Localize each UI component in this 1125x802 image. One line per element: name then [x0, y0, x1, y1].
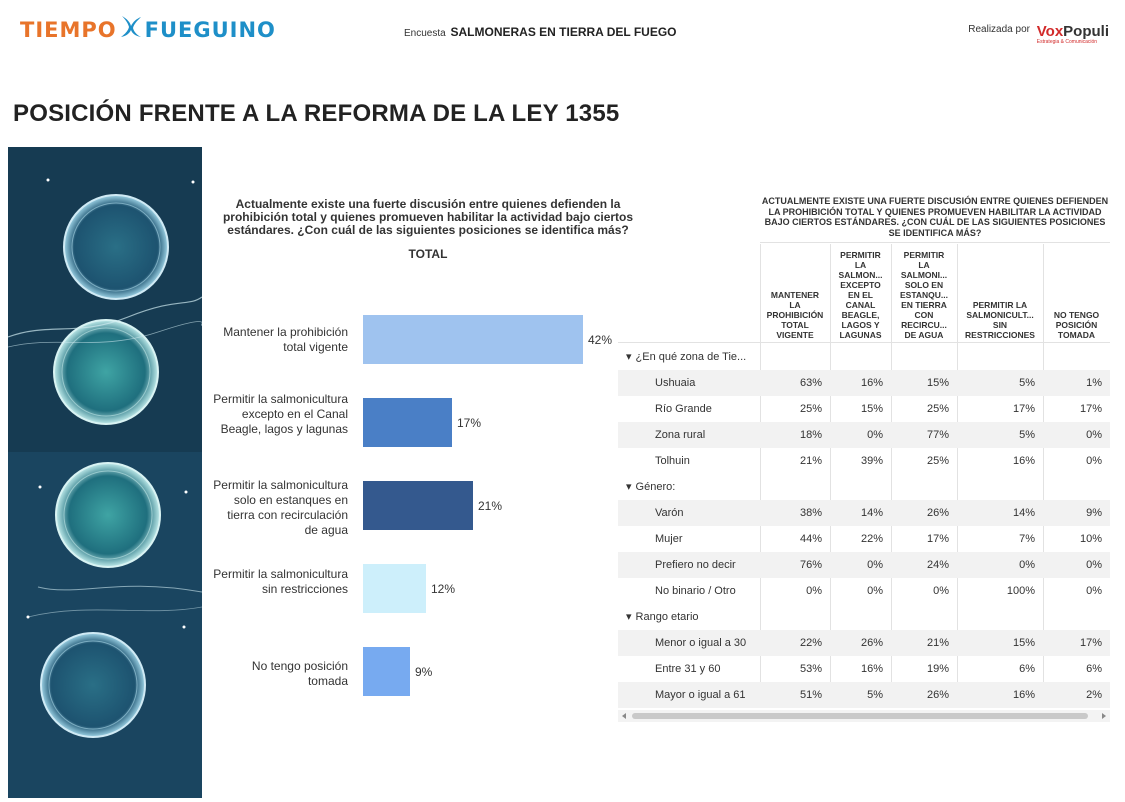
- bar-value-label: 17%: [457, 416, 482, 430]
- byline: [968, 24, 1109, 45]
- bar[interactable]: [363, 481, 473, 530]
- column-header-line: LA: [854, 260, 867, 270]
- header: [0, 0, 1125, 70]
- column-header-line: LA: [789, 300, 801, 310]
- table-cell[interactable]: 100%: [1006, 585, 1035, 597]
- column-header-line: EXCEPTO: [840, 280, 881, 290]
- column-header-line: BEAGLE,: [841, 310, 880, 320]
- table-cell[interactable]: 16%: [1012, 455, 1035, 467]
- bar-category-label: No tengo posición tomada: [251, 659, 348, 688]
- bar-category-label: Permitir la salmonicultura excepto en el Canal Beagle, lagos y lagunas: [213, 392, 348, 436]
- column-header-line: PERMITIR LA: [972, 300, 1028, 310]
- table-row-label[interactable]: Mujer: [655, 533, 683, 545]
- table-cell[interactable]: 26%: [926, 689, 949, 701]
- column-header-line: CON: [914, 310, 934, 320]
- table-cell[interactable]: 44%: [799, 533, 822, 545]
- table-row-label[interactable]: Río Grande: [655, 403, 712, 415]
- bird-icon: [119, 13, 143, 44]
- table-cell[interactable]: 25%: [926, 403, 949, 415]
- group-header[interactable]: [626, 474, 675, 500]
- table-row-label[interactable]: Prefiero no decir: [655, 559, 736, 571]
- caret-down-icon[interactable]: ▾: [626, 351, 632, 363]
- column-header-line: PERMITIR: [903, 250, 945, 260]
- bar-value-label: 42%: [588, 333, 613, 347]
- table-cell[interactable]: 0%: [867, 429, 883, 441]
- logo-word-fueguino: FUEGUINO: [144, 18, 276, 42]
- table-cell[interactable]: 0%: [867, 585, 883, 597]
- table-cell[interactable]: 2%: [1086, 689, 1102, 701]
- table-cell[interactable]: 15%: [1012, 637, 1035, 649]
- table-cell[interactable]: 16%: [860, 377, 883, 389]
- bar-category-label: Permitir la salmonicultura solo en estanques en tierra con recirculación de agua: [213, 478, 348, 537]
- table-cell[interactable]: 15%: [926, 377, 949, 389]
- made-by-label: Realizada por: [968, 24, 1030, 35]
- column-header-line: RECIRCU...: [901, 320, 947, 330]
- column-header-line: CANAL: [845, 300, 876, 310]
- bar[interactable]: [363, 398, 452, 447]
- table-cell[interactable]: 24%: [926, 559, 949, 571]
- column-header-line: SOLO EN: [904, 280, 944, 290]
- table-cell[interactable]: 77%: [926, 429, 949, 441]
- table-cell[interactable]: 16%: [1012, 689, 1035, 701]
- table-cell[interactable]: 26%: [860, 637, 883, 649]
- table-cell[interactable]: 51%: [799, 689, 822, 701]
- table-row-label[interactable]: Varón: [655, 507, 684, 519]
- column-header-line: SALMONICULT...: [966, 310, 1034, 320]
- column-header-line: LA: [918, 260, 930, 270]
- survey-name: SALMONERAS EN TIERRA DEL FUEGO: [450, 25, 677, 39]
- column-header-line: RESTRICCIONES: [965, 330, 1035, 340]
- column-header[interactable]: [760, 244, 830, 340]
- caret-down-icon[interactable]: ▾: [626, 481, 632, 493]
- chart-subtitle: TOTAL: [408, 247, 448, 261]
- logo-word-tiempo: TIEMPO: [20, 18, 117, 42]
- column-header-line: SALMONI...: [900, 270, 948, 280]
- bar[interactable]: [363, 564, 426, 613]
- table-cell[interactable]: 17%: [1079, 637, 1102, 649]
- table-cell[interactable]: 22%: [799, 637, 822, 649]
- tiempo-fueguino-logo: [20, 18, 276, 44]
- grid-line: [760, 242, 1110, 243]
- column-header-line: SIN: [992, 320, 1008, 330]
- column-header-line: POSICIÓN: [1055, 320, 1098, 330]
- column-header[interactable]: [891, 244, 957, 340]
- group-label: ¿En qué zona de Tie...: [635, 351, 747, 363]
- table-cell[interactable]: 6%: [1086, 663, 1102, 675]
- column-header-line: EN TIERRA: [901, 300, 947, 310]
- column-header-line: SALMON...: [838, 270, 883, 280]
- column-header[interactable]: [957, 244, 1043, 340]
- column-header-line: NO TENGO: [1053, 310, 1100, 320]
- table-cell[interactable]: 5%: [1019, 429, 1035, 441]
- table-cell[interactable]: 14%: [1012, 507, 1035, 519]
- column-header-line: PERMITIR: [840, 250, 881, 260]
- voxpopuli-logo: [1037, 24, 1109, 45]
- bar[interactable]: [363, 315, 583, 364]
- bar-category-label: Mantener la prohibición total vigente: [223, 325, 348, 354]
- table-cell[interactable]: 0%: [1086, 429, 1102, 441]
- table-cell[interactable]: 0%: [806, 585, 822, 597]
- table-cell[interactable]: 53%: [799, 663, 822, 675]
- chart-title: Actualmente existe una fuerte discusión entre quienes defienden la prohibición total y quienes promueven habilitar la actividad bajo ciertos estándares. ¿Con cuál de las siguientes posiciones se identifica más?: [222, 197, 634, 237]
- scrollbar-thumb[interactable]: [632, 713, 1088, 719]
- column-header-line: PROHIBICIÓN: [766, 310, 824, 320]
- page-title: POSICIÓN FRENTE A LA REFORMA DE LA LEY 1355: [13, 100, 620, 127]
- column-header-line: ESTANQU...: [899, 290, 948, 300]
- table-row-label[interactable]: Tolhuin: [655, 455, 690, 467]
- table-cell[interactable]: 17%: [1012, 403, 1035, 415]
- table-cell[interactable]: 25%: [926, 455, 949, 467]
- table-row-label[interactable]: Ushuaia: [655, 377, 696, 389]
- table-cell[interactable]: 38%: [799, 507, 822, 519]
- table-cell[interactable]: 14%: [860, 507, 883, 519]
- table-cell[interactable]: 26%: [926, 507, 949, 519]
- table-cell[interactable]: 15%: [860, 403, 883, 415]
- grid-line: [618, 342, 1110, 343]
- column-header-line: DE AGUA: [904, 330, 944, 340]
- column-header-line: LAGOS Y: [841, 320, 880, 330]
- column-header[interactable]: [830, 244, 891, 340]
- table-cell[interactable]: 0%: [1086, 559, 1102, 571]
- group-header[interactable]: [626, 344, 746, 370]
- table-cell[interactable]: 17%: [1079, 403, 1102, 415]
- bar[interactable]: [363, 647, 410, 696]
- bar-value-label: 12%: [431, 582, 456, 596]
- table-cell[interactable]: 0%: [867, 559, 883, 571]
- brand-vox: Vox: [1036, 23, 1064, 40]
- bar-value-label: 21%: [478, 499, 503, 513]
- table-cell[interactable]: 76%: [799, 559, 822, 571]
- table-cell[interactable]: 21%: [926, 637, 949, 649]
- column-header-line: TOTAL: [781, 320, 809, 330]
- table-cell[interactable]: 39%: [860, 455, 883, 467]
- table-row-label[interactable]: Zona rural: [655, 429, 706, 441]
- table-cell[interactable]: 0%: [1019, 559, 1035, 571]
- table-row-label[interactable]: Mayor o igual a 61: [655, 689, 746, 701]
- table-title: ACTUALMENTE EXISTE UNA FUERTE DISCUSIÓN ENTRE QUIENES DEFIENDEN LA PROHIBICIÓN TOTAL Y QUIENES PROMUEVEN HABILITAR LA ACTIVIDAD BAJO CIERTOS ESTÁNDARES. ¿CON CUÁL DE LAS SIGUIENTES POSICIONES SE IDENTIFICA MÁS?: [761, 196, 1109, 238]
- group-label: Género:: [635, 481, 676, 493]
- table-cell[interactable]: 16%: [860, 663, 883, 675]
- survey-label: [404, 25, 677, 39]
- table-cell[interactable]: 0%: [933, 585, 949, 597]
- table-row-label[interactable]: Menor o igual a 30: [655, 637, 747, 649]
- table-row-label[interactable]: Entre 31 y 60: [655, 663, 721, 675]
- table-cell[interactable]: 6%: [1019, 663, 1035, 675]
- group-label: Rango etario: [635, 611, 699, 623]
- column-header-line: MANTENER: [770, 290, 820, 300]
- group-header[interactable]: [626, 604, 699, 630]
- column-header-line: LAGUNAS: [839, 330, 882, 340]
- horizontal-scrollbar[interactable]: [618, 709, 1110, 721]
- caret-down-icon[interactable]: ▾: [626, 611, 632, 623]
- table-cell[interactable]: 21%: [799, 455, 822, 467]
- table-cell[interactable]: 25%: [799, 403, 822, 415]
- table-cell[interactable]: 1%: [1086, 377, 1102, 389]
- table-cell[interactable]: 17%: [926, 533, 949, 545]
- table-cell[interactable]: 19%: [926, 663, 949, 675]
- table-cell[interactable]: 7%: [1019, 533, 1035, 545]
- table-row-label[interactable]: No binario / Otro: [655, 585, 736, 597]
- table-cell[interactable]: 22%: [860, 533, 883, 545]
- survey-prefix: Encuesta: [404, 28, 446, 39]
- table-cell[interactable]: 9%: [1086, 507, 1102, 519]
- column-header-line: VIGENTE: [776, 330, 814, 340]
- table-cell[interactable]: 0%: [1086, 455, 1102, 467]
- bar-category-label: Permitir la salmonicultura sin restricciones: [213, 567, 348, 596]
- petri-dish-photo: [8, 147, 202, 798]
- column-header[interactable]: [1043, 244, 1110, 340]
- table-cell[interactable]: 5%: [1019, 377, 1035, 389]
- column-header-line: TOMADA: [1057, 330, 1096, 340]
- column-header-line: EN EL: [847, 290, 873, 300]
- table-cell[interactable]: 5%: [867, 689, 883, 701]
- brand-populi: Populi: [1063, 23, 1109, 40]
- table-cell[interactable]: 63%: [799, 377, 822, 389]
- brand-tagline: Estrategia & Comunicación: [1036, 39, 1098, 45]
- table-cell[interactable]: 18%: [799, 429, 822, 441]
- bar-value-label: 9%: [415, 665, 433, 679]
- table-cell[interactable]: 10%: [1079, 533, 1102, 545]
- table-cell[interactable]: 0%: [1086, 585, 1102, 597]
